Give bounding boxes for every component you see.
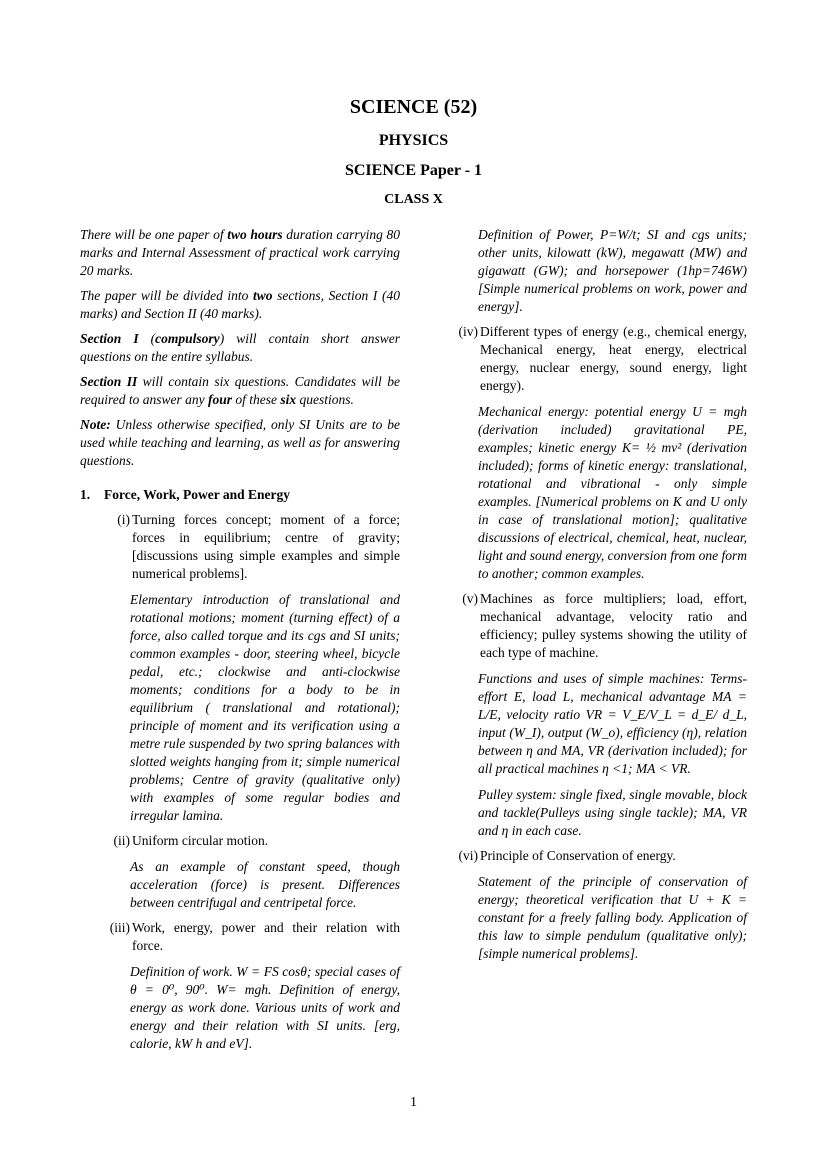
topic-detail: As an example of constant speed, though acceleration (force) is present. Differences between centrifugal and centripetal force. bbox=[130, 859, 400, 910]
topic-number: (iii) bbox=[109, 920, 130, 935]
topic-detail: Functions and uses of simple machines: Terms- effort E, load L, mechanical advantage MA = L/E, velocity ratio VR = V_E/V_L = d_E/ d_L, input (W_I), output (W_o), efficiency (η), relation between η and MA, VR (derivation included); for all practical machines η <1; MA < VR. bbox=[478, 671, 747, 776]
topic-text: Principle of Conservation of energy. bbox=[480, 848, 676, 863]
intro-paragraph-duration: There will be one paper of two hours duration carrying 80 marks and Internal Assessment of practical work carrying 20 marks. bbox=[80, 227, 401, 278]
section-heading bbox=[80, 486, 400, 504]
topic-detail: Mechanical energy: potential energy U = mgh (derivation included) gravitational PE, examples; kinetic energy K= ½ mv² (derivation included); forms of kinetic energy: translational, rotational and vibrational - only simple examples. [Numerical problems on K and U only in case of translational motion]; qualitative discussions of electrical, chemical, heat, nuclear, light and sound energy, conversion from one form to another; common examples. bbox=[478, 404, 747, 581]
page-number: 1 bbox=[410, 1095, 417, 1110]
topic-detail: Statement of the principle of conservation of energy; theoretical verification that U + K = constant for a freely falling body. Application of this law to simple pendulum (qualitative only); [simple numerical problems]. bbox=[478, 874, 747, 961]
topic-item-iii bbox=[104, 919, 400, 955]
left-column bbox=[80, 226, 400, 1053]
topic-detail-pulley: Pulley system: single fixed, single movable, block and tackle(Pulleys using single tackle); MA, VR and η in each case. bbox=[478, 787, 747, 838]
intro-note: Note: Unless otherwise specified, only SI Units are to be used while teaching and learning, as well as for answering questions. bbox=[80, 417, 400, 468]
paper-heading: SCIENCE Paper - 1 bbox=[344, 162, 483, 179]
topic-detail: Elementary introduction of translational and rotational motions; moment (turning effect) of a force, also called torque and its cgs and SI units; common examples - door, steering wheel, bicycle pedal, etc.; clockwise and anti-clockwise moments; conditions for a body to be in equilibrium ( translational and rotational); principle of moment and its verification using a metre rule suspended by two spring balances with slotted weights hanging from it; simple numerical problems; Centre of gravity (qualitative only) with examples of some regular bodies and irregular lamina. bbox=[130, 592, 400, 823]
subject-heading: PHYSICS bbox=[378, 132, 449, 149]
section-number: 1. bbox=[80, 487, 91, 502]
topic-number: (i) bbox=[117, 512, 130, 527]
topic-item-i bbox=[106, 511, 400, 583]
intro-paragraph-sections: The paper will be divided into two sections, Section I (40 marks) and Section II (40 marks). bbox=[80, 288, 400, 321]
topic-number: (vi) bbox=[458, 848, 478, 863]
topic-number: (iv) bbox=[458, 324, 478, 339]
document-title: SCIENCE (52) bbox=[349, 96, 478, 118]
topic-list bbox=[109, 511, 400, 1053]
section-title: Force, Work, Power and Energy bbox=[104, 487, 290, 502]
topic-text: Uniform circular motion. bbox=[132, 833, 269, 848]
topic-text: Machines as force multipliers; load, effort, mechanical advantage, velocity ratio and efficiency; pulley systems showing the utility of each type of machine. bbox=[480, 591, 747, 660]
topic-text: Work, energy, power and their relation with force. bbox=[132, 920, 400, 953]
topic-item-v bbox=[454, 590, 747, 662]
topic-item-iv bbox=[454, 323, 747, 395]
intro-block bbox=[80, 226, 400, 470]
intro-paragraph-section-two: Section II will contain six questions. Candidates will be required to answer any four of these six questions. bbox=[80, 374, 400, 407]
intro-paragraph-section-one: Section I (compulsory) will contain short answer questions on the entire syllabus. bbox=[80, 331, 400, 364]
topic-text: Turning forces concept; moment of a force; forces in equilibrium; centre of gravity; [discussions using simple examples and simple numerical problems]. bbox=[132, 512, 400, 581]
topic-item-vi bbox=[454, 847, 747, 865]
topic-number: (ii) bbox=[113, 833, 130, 848]
class-heading: CLASS X bbox=[384, 192, 443, 207]
topic-detail-continued: Definition of Power, P=W/t; SI and cgs units; other units, kilowatt (kW), megawatt (MW) and gigawatt (GW); and horsepower (1hp=746W) [Simple numerical problems on work, power and energy]. bbox=[478, 227, 747, 314]
topic-text: Different types of energy (e.g., chemical energy, Mechanical energy, heat energy, electrical energy, nuclear energy, sound energy, light energy). bbox=[480, 324, 747, 393]
topic-number: (v) bbox=[462, 591, 478, 606]
topic-item-ii bbox=[106, 832, 400, 850]
topic-detail: Definition of work. W = FS cosθ; special cases of θ = 0⁰, 90⁰. W= mgh. Definition of energy, energy as work done. Various units of work and energy and their relation with SI units. [erg, calorie, kW h and eV]. bbox=[130, 964, 400, 1051]
right-column bbox=[454, 226, 747, 963]
